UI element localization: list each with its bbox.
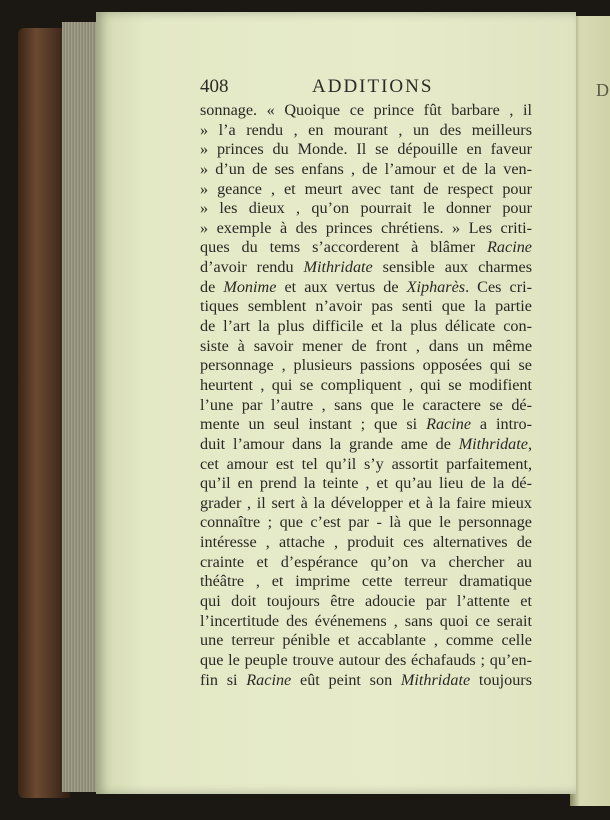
- text-run: qu’il en prend la teinte , et qu’au lieu de la dé-: [200, 474, 532, 493]
- text-line: [200, 180, 532, 200]
- text-run: » d’un de ses enfans , de l’amour et de la ven-: [200, 159, 532, 178]
- text-line: [200, 199, 532, 219]
- text-line: [200, 160, 532, 180]
- text-run: . Ces cri-: [465, 277, 532, 296]
- text-run: l’une par l’autre , sans que le caractere se dé-: [200, 395, 532, 414]
- text-run: » princes du Monde. Il se dépouille en faveur: [200, 140, 532, 159]
- text-run: théâtre , et imprime cette terreur dramatique: [200, 572, 532, 591]
- text-line: [200, 297, 532, 317]
- text-run: de: [200, 277, 224, 296]
- text-run: d’avoir rendu: [200, 258, 304, 277]
- text-line: [200, 671, 532, 691]
- italic-name: Mithridate: [458, 434, 528, 453]
- text-run: grader , il sert à la développer et à la faire mieux: [200, 493, 532, 512]
- text-run: heurtent , qui se compliquent , qui se modifient: [200, 375, 532, 394]
- text-run: tiques semblent n’avoir pas senti que la partie: [200, 297, 532, 316]
- text-line: [200, 101, 532, 121]
- italic-name: Mithridate: [303, 258, 373, 277]
- text-line: [200, 494, 532, 514]
- text-run: sonnage. « Quoique ce prince fût barbare , il: [200, 101, 532, 119]
- text-line: [200, 553, 532, 573]
- text-line: [200, 592, 532, 612]
- text-run: cet amour est tel qu’il s’y assortit parfaitement,: [200, 454, 532, 473]
- running-title: ADDITIONS: [312, 76, 434, 97]
- text-run: ques du tems s’accorderent à blâmer: [200, 238, 488, 257]
- text-run: intéresse , attache , produit ces alternatives de: [200, 533, 532, 552]
- text-run: » les dieux , qu’on pourrait le donner pour: [200, 199, 532, 218]
- running-header: [200, 76, 522, 100]
- text-run: duit l’amour dans la grande ame de: [200, 434, 459, 453]
- italic-name: Racine: [487, 238, 532, 257]
- italic-name: Racine: [426, 415, 472, 434]
- facing-page-edge: [570, 16, 610, 806]
- text-line: [200, 121, 532, 141]
- text-line: [200, 356, 532, 376]
- text-line: [200, 140, 532, 160]
- text-run: qui doit toujours être adoucie par l’attente et: [200, 592, 532, 611]
- text-line: [200, 258, 532, 278]
- text-run: » l’a rendu , en mourant , un des meilleurs: [200, 120, 532, 139]
- italic-name: Racine: [246, 670, 292, 689]
- text-run: et aux vertus de: [276, 277, 407, 296]
- text-run: eût peint son: [291, 670, 401, 689]
- text-line: [200, 651, 532, 671]
- text-line: [200, 219, 532, 239]
- text-run: a intro-: [471, 415, 532, 434]
- text-line: [200, 533, 532, 553]
- text-line: [200, 572, 532, 592]
- page-edges: [62, 22, 98, 792]
- text-line: [200, 376, 532, 396]
- text-line: [200, 317, 532, 337]
- text-run: que le peuple trouve autour des échafauds ; qu’en-: [200, 650, 532, 669]
- text-line: [200, 278, 532, 298]
- text-line: [200, 612, 532, 632]
- text-run: connaître ; que c’est par - là que le personnage: [200, 513, 532, 532]
- body-text: [200, 101, 532, 690]
- text-run: sensible aux charmes: [372, 258, 532, 277]
- text-run: crainte et d’espérance qu’on va chercher au: [200, 552, 532, 571]
- text-run: » exemple à des princes chrétiens. » Les criti-: [200, 218, 532, 237]
- text-line: [200, 396, 532, 416]
- text-line: [200, 513, 532, 533]
- page-number: 408: [200, 76, 229, 97]
- italic-name: Xipharès: [406, 277, 466, 296]
- italic-name: Mithridate: [400, 670, 471, 689]
- text-run: toujours: [470, 670, 532, 689]
- text-line: [200, 435, 532, 455]
- text-line: [200, 238, 532, 258]
- text-run: une terreur pénible et accablante , comme celle: [200, 631, 532, 650]
- italic-name: Monime: [223, 277, 277, 296]
- text-run: fin si: [200, 670, 247, 689]
- text-line: [200, 415, 532, 435]
- text-run: l’incertitude des événemens , sans quoi ce serait: [200, 611, 532, 630]
- text-run: ,: [527, 434, 532, 453]
- text-run: personnage , plusieurs passions opposées qui se: [200, 356, 532, 375]
- text-line: [200, 631, 532, 651]
- text-line: [200, 474, 532, 494]
- text-line: [200, 337, 532, 357]
- text-run: siste à savoir mener de front , dans un même: [200, 336, 532, 355]
- text-run: » geance , et meurt avec tant de respect pour: [200, 179, 532, 198]
- text-line: [200, 455, 532, 475]
- text-run: mente un seul instant ; que si: [200, 415, 427, 434]
- facing-page-letter: D: [596, 80, 610, 100]
- text-run: de l’art la plus difficile et la plus délicate con-: [200, 317, 532, 336]
